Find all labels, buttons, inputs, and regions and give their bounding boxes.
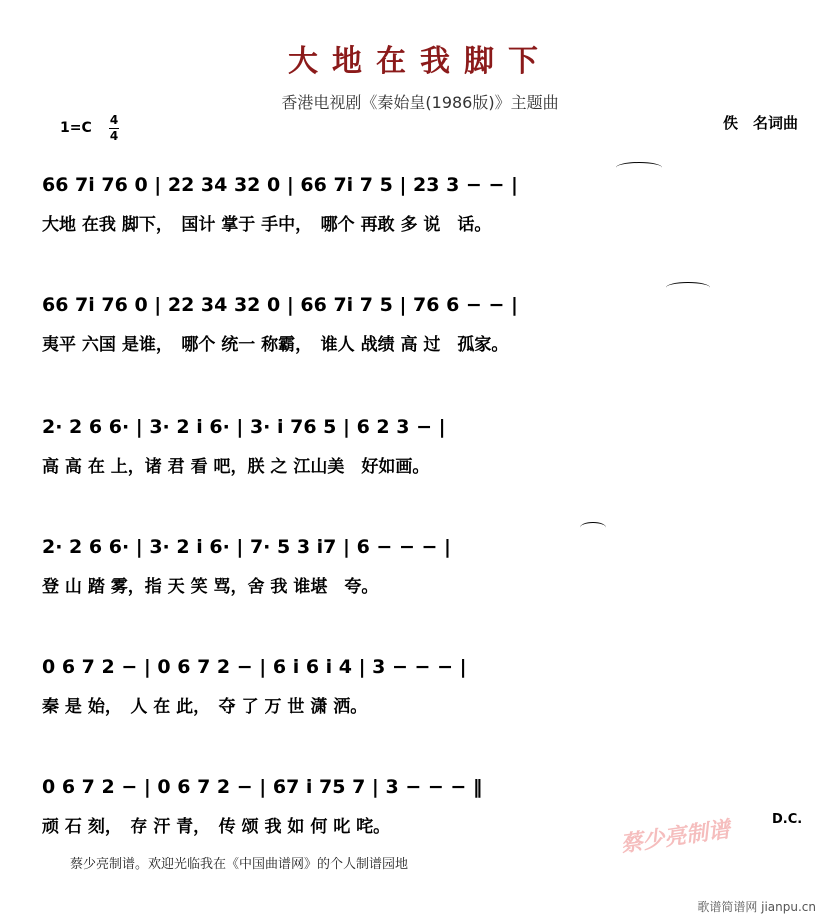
system-3 — [38, 410, 808, 500]
song-title: 大地在我脚下 — [288, 44, 552, 79]
lyrics-text: 大地 在我 脚下， 国计 掌于 手中， 哪个 再敢 多 说 话。 — [42, 215, 492, 235]
tie-mark — [616, 162, 662, 173]
notation-line — [38, 410, 808, 442]
time-signature — [109, 114, 119, 143]
notes-text: 2· 2 6 6· | 3· 2 i 6· | 3· i 76 5 | 6 2 3 − | — [42, 416, 446, 438]
notes-text: 0 6 7 2 − | 0 6 7 2 − | 6 i 6 i 4 | 3 − − − | — [42, 656, 467, 678]
lyric-line — [38, 572, 808, 596]
song-subtitle: 香港电视剧《秦始皇(1986版)》主题曲 — [281, 93, 559, 112]
watermark: 蔡少亮制谱 — [619, 817, 732, 858]
lyrics-text: 夷平 六国 是谁， 哪个 统一 称霸， 谁人 战绩 高 过 孤家。 — [42, 335, 509, 355]
notation-line — [38, 168, 808, 200]
lyric-line — [38, 692, 808, 716]
system-4 — [38, 530, 808, 620]
lyric-line — [38, 330, 808, 354]
lyrics-text: 登 山 踏 雾，指 天 笑 骂，舍 我 谁堪 夸。 — [42, 577, 379, 597]
notation-line — [38, 530, 808, 562]
notes-text: 2· 2 6 6· | 3· 2 i 6· | 7· 5 3 i7 | 6 − − − | — [42, 536, 451, 558]
da-capo-mark: D.C. — [772, 812, 803, 827]
key-signature: 1=C — [60, 120, 92, 136]
system-5 — [38, 650, 808, 740]
notes-text: 66 7i 76 0 | 22 34 32 0 | 66 7i 7 5 | 76 6 − − | — [42, 294, 518, 316]
meter-bottom: 4 — [109, 129, 119, 143]
lyrics-text: 高 高 在 上，诸 君 看 吧，朕 之 江山美 好如画。 — [42, 457, 430, 477]
lyrics-text: 秦 是 始， 人 在 此， 夺 了 万 世 潇 洒。 — [42, 697, 368, 717]
tie-mark — [666, 282, 710, 293]
notation-line — [38, 650, 808, 682]
system-1 — [38, 168, 808, 258]
tie-mark — [580, 522, 606, 533]
notation-line — [38, 770, 808, 802]
lyrics-text: 顽 石 刻， 存 汗 青， 传 颂 我 如 何 叱 咤。 — [42, 817, 391, 837]
site-mark: 歌谱简谱网 jianpu.cn — [697, 900, 816, 914]
composer-credit: 佚 名词曲 — [722, 114, 798, 132]
lyric-line — [38, 210, 808, 234]
notes-text: 66 7i 76 0 | 22 34 32 0 | 66 7i 7 5 | 23 3 − − | — [42, 174, 518, 196]
lyric-line — [38, 452, 808, 476]
notes-text: 0 6 7 2 − | 0 6 7 2 − | 67 i 75 7 | 3 − − − ‖ — [42, 776, 483, 798]
footer-note: 蔡少亮制谱。欢迎光临我在《中国曲谱网》的个人制谱园地 — [70, 857, 409, 872]
system-2 — [38, 288, 808, 378]
meter-top: 4 — [109, 113, 119, 127]
